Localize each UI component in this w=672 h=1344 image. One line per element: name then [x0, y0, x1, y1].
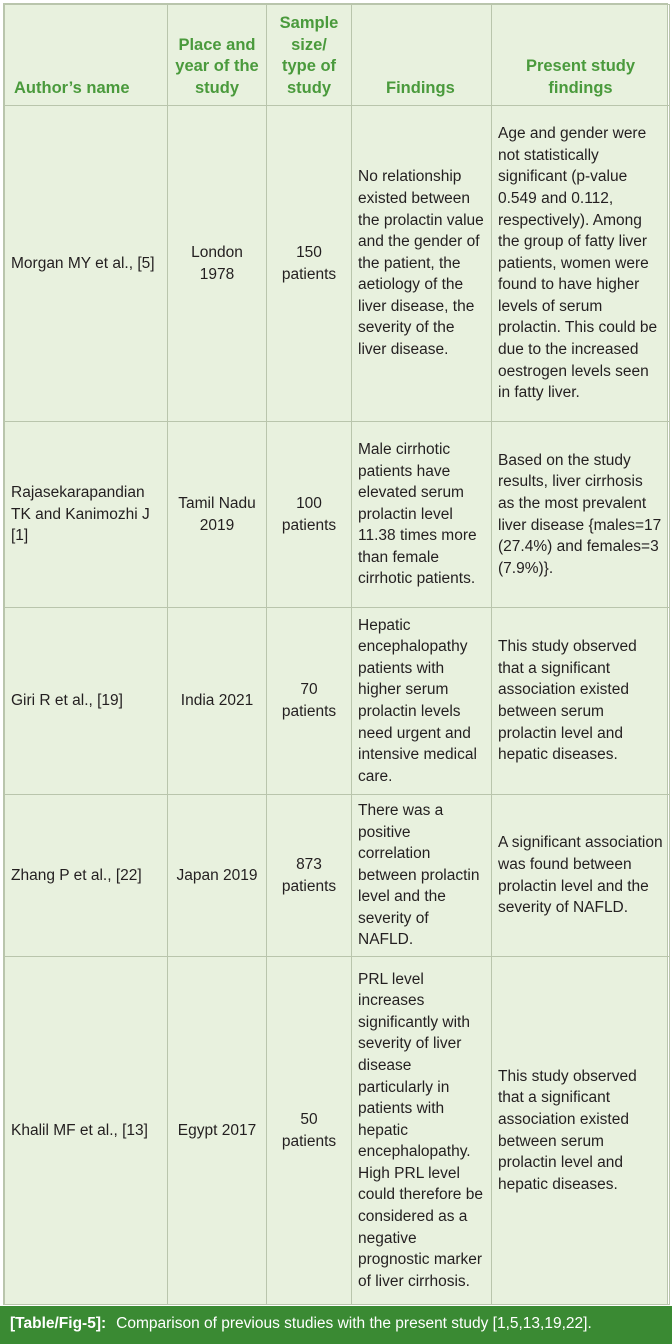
cell-present-findings: A significant association was found between prolactin level and the severity of NAFLD. — [492, 795, 670, 957]
header-place-year: Place and year of the study — [168, 5, 267, 106]
cell-present-findings: This study observed that a significant association existed between serum prolactin level and hepatic diseases. — [492, 957, 670, 1305]
cell-place-year: London 1978 — [168, 106, 267, 422]
header-present-findings: Present study findings — [492, 5, 670, 106]
cell-findings: Male cirrhotic patients have elevated serum prolactin level 11.38 times more than female cirrhotic patients. — [352, 422, 492, 608]
cell-place-year: Egypt 2017 — [168, 957, 267, 1305]
table-caption — [0, 1306, 672, 1344]
caption-text: Comparison of previous studies with the present study [1,5,13,19,22]. — [116, 1315, 592, 1332]
cell-place-year: Japan 2019 — [168, 795, 267, 957]
table-row — [5, 608, 670, 795]
cell-present-findings: Based on the study results, liver cirrhosis as the most prevalent liver disease {males=17 (27.4%) and females=3 (7.9%)}. — [492, 422, 670, 608]
cell-place-year: India 2021 — [168, 608, 267, 795]
comparison-table — [4, 4, 670, 1305]
cell-findings: No relationship existed between the prolactin value and the gender of the patient, the aetiology of the liver disease, the severity of the liver disease. — [352, 106, 492, 422]
cell-present-findings: Age and gender were not statistically significant (p-value 0.549 and 0.112, respectively). Among the group of fatty liver patients, women were found to have higher levels of serum prolactin. This could be due to the increased oestrogen levels seen in fatty liver. — [492, 106, 670, 422]
table-row — [5, 106, 670, 422]
header-author: Author’s name — [5, 5, 168, 106]
cell-sample-size: 100 patients — [267, 422, 352, 608]
cell-place-year: Tamil Nadu 2019 — [168, 422, 267, 608]
table-row — [5, 422, 670, 608]
cell-author: Khalil MF et al., [13] — [5, 957, 168, 1305]
comparison-table-container — [3, 3, 668, 1305]
cell-sample-size: 150 patients — [267, 106, 352, 422]
cell-author: Morgan MY et al., [5] — [5, 106, 168, 422]
header-sample-size: Sample size/ type of study — [267, 5, 352, 106]
cell-sample-size: 50 patients — [267, 957, 352, 1305]
table-row — [5, 957, 670, 1305]
cell-present-findings: This study observed that a significant association existed between serum prolactin level and hepatic diseases. — [492, 608, 670, 795]
header-row — [5, 5, 670, 106]
cell-sample-size: 70 patients — [267, 608, 352, 795]
cell-sample-size: 873 patients — [267, 795, 352, 957]
cell-findings: There was a positive correlation between prolactin level and the severity of NAFLD. — [352, 795, 492, 957]
cell-findings: PRL level increases significantly with severity of liver disease particularly in patients with hepatic encephalopathy. High PRL level could therefore be considered as a negative prognostic marker of liver cirrhosis. — [352, 957, 492, 1305]
cell-author: Zhang P et al., [22] — [5, 795, 168, 957]
cell-author: Giri R et al., [19] — [5, 608, 168, 795]
table-row — [5, 795, 670, 957]
cell-findings: Hepatic encephalopathy patients with higher serum prolactin levels need urgent and intensive medical care. — [352, 608, 492, 795]
caption-label: [Table/Fig-5]: — [10, 1315, 107, 1332]
cell-author: Rajasekarapandian TK and Kanimozhi J [1] — [5, 422, 168, 608]
header-findings: Findings — [352, 5, 492, 106]
